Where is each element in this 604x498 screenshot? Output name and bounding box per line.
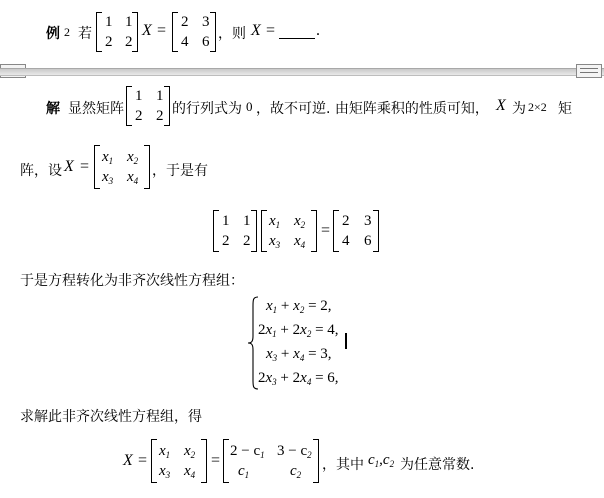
product-equals: =	[321, 222, 331, 239]
eq-row-2: $2x_1 + 2x_2 = 4$,	[258, 322, 339, 339]
equals-2: =	[266, 22, 276, 39]
x-var-2: X	[251, 22, 261, 39]
solution-text-e: 矩	[558, 101, 572, 117]
solution-text-a: 显然矩阵	[68, 101, 124, 117]
answer-blank[interactable]	[279, 24, 315, 39]
matrix-b: 2 3 4 6	[172, 12, 216, 52]
eq-row-3: $x_3 + x_4 = 3$,	[266, 346, 332, 363]
final-text-a: ，其中	[322, 457, 364, 473]
x-var-def: X	[64, 158, 74, 175]
equals: =	[157, 22, 167, 39]
x-var: X	[142, 22, 152, 39]
example-label: 例	[46, 26, 60, 42]
solution-text-d: 为	[512, 101, 526, 117]
product-matrix-a: 1 1 2 2	[213, 210, 257, 252]
page-separator	[0, 68, 604, 76]
solution-text-b: 的行列式为	[172, 101, 242, 117]
product-matrix-b: 2 3 4 6	[333, 210, 379, 252]
solution-text-c: ，故不可逆. 由矩阵乘积的性质可知，	[256, 101, 489, 117]
equals-final-2: =	[211, 452, 221, 469]
equals-final-1: =	[138, 452, 148, 469]
final-text-b: 为任意常数.	[400, 457, 475, 473]
constants: $c_1,c_2$	[368, 452, 395, 469]
matrix-x: $x_1$ $x_2$ $x_3$ $x_4$	[94, 145, 150, 189]
dims: 2×2	[528, 100, 547, 114]
solution-label: 解	[46, 101, 60, 117]
example-ruo: 若	[78, 26, 92, 42]
matrix-a-solution: 1 1 2 2	[126, 86, 170, 126]
eq-row-4: $2x_3 + 2x_4 = 6$,	[258, 370, 339, 387]
solution-text-h: 于是方程转化为非齐次线性方程组：	[20, 273, 244, 289]
right-margin-marker-icon[interactable]	[576, 64, 602, 78]
text-cursor	[345, 333, 347, 349]
solution-text-g: ，于是有	[152, 163, 208, 179]
determinant-zero: 0	[246, 99, 253, 114]
example-number: 2	[64, 25, 70, 39]
solution-text-f: 阵，设	[20, 163, 62, 179]
solution-matrix: $2 - c_1$ $3 - c_2$ $c_1$ $c_2$	[223, 439, 319, 483]
final-matrix-x: $x_1$ $x_2$ $x_3$ $x_4$	[151, 439, 207, 483]
matrix-a: 1 1 2 2	[96, 12, 138, 52]
eq-row-1: $x_1 + x_2 = 2$,	[266, 298, 332, 315]
equals-def: =	[80, 158, 90, 175]
x-var-sol: X	[496, 97, 506, 114]
example-tail: ，则	[218, 26, 246, 42]
product-matrix-x: $x_1$ $x_2$ $x_3$ $x_4$	[261, 210, 317, 252]
period: .	[316, 22, 320, 39]
solution-text-i: 求解此非齐次线性方程组，得	[20, 409, 202, 425]
x-var-final: X	[123, 452, 133, 469]
